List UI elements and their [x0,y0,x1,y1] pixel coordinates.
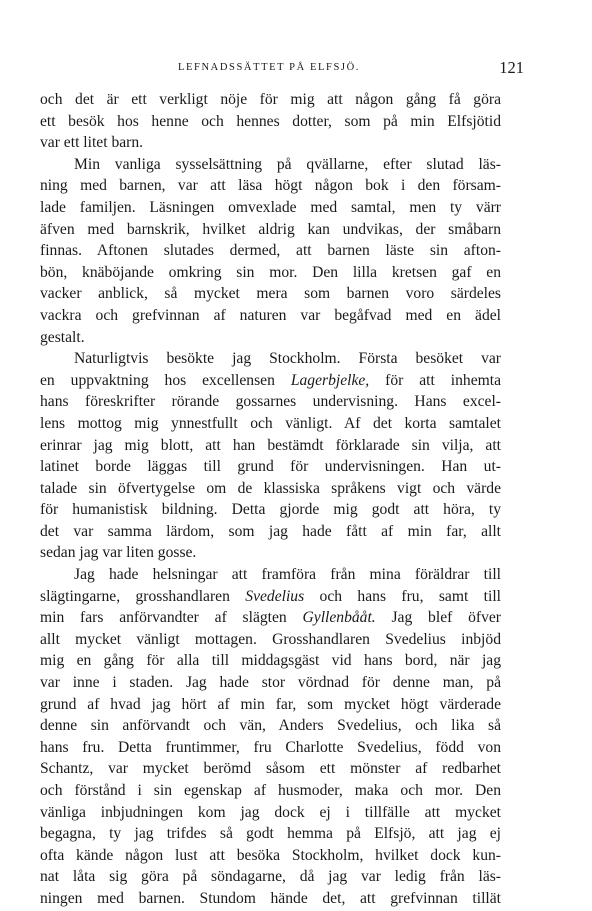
text-line: vänliga inbjudningen kom jag dock ej i tillfälle att mycket [40,803,501,821]
text-line [40,607,501,629]
text-line: lade familjen. Läsningen omvexlade med samtal, men ty värr [40,198,501,216]
text-segment: Jag blef öfver [375,609,501,627]
text-line: ningen med barnen. Stundom hände det, att grefvinnan tillät [40,889,501,907]
running-head [0,58,592,82]
text-line: begagna, ty jag trifdes så godt hemma på Elfsjö, att jag ej [40,825,501,843]
text-line: nat låta sig göra på söndagarne, då jag var ledig från läs- [40,868,501,886]
text-line: bön, knäböjande omkring sin mor. Den lilla kretsen gaf en [40,263,501,281]
text-line: latinet borde läggas till grund för undervisningen. Han ut- [40,458,501,476]
text-line: talade sin öfvertygelse om de klassiska språkens vigt och värde [40,479,501,497]
italic-name: Svedelius [245,587,305,605]
text-line: denne sin anförvandt och vän, Anders Svedelius, och lika så [40,717,501,735]
text-line: sedan jag var liten gosse. [40,544,197,562]
text-line: grund af hvad jag hört af min far, som mycket högt värderade [40,695,501,713]
text-line: gestalt. [40,328,85,346]
page-number: 121 [499,58,524,77]
text-line: hans fru. Detta fruntimmer, fru Charlotte Svedelius, född von [40,738,501,756]
text-line: Schantz, var mycket berömd såsom ett mönster af redbarhet [40,760,501,778]
text-segment: för att inhemta [369,371,501,389]
text-line: var inne i staden. Jag hade stor vördnad för denne man, på [40,674,501,692]
text-line: Min vanliga sysselsättning på qvällarne, efter slutad läs- [74,155,501,173]
text-line: för humanistisk bildning. Detta gjorde mig godt att höra, ty [40,501,501,519]
running-title: LEFNADSSÄTTET PÅ ELFSJÖ. [178,62,361,73]
body-text [40,89,501,910]
text-line [40,370,501,392]
text-line: det var samma lärdom, som jag hade fått af min far, allt [40,522,501,540]
text-line: ett besök hos henne och hennes dotter, som på min Elfsjötid [40,112,501,130]
text-line: hans föreskrifter rörande gossarnes undervisning. Hans excel- [40,393,501,411]
text-line: och det är ett verkligt nöje för mig att någon gång få göra [40,91,501,108]
text-line: var ett litet barn. [40,134,144,152]
text-line: ning med barnen, var att läsa högt någon bok i den försam- [40,177,501,195]
italic-name: Gyllenbååt. [302,609,376,627]
text-line: erinrar jag mig blott, att han bestämdt förklarade sin vilja, att [40,436,501,454]
text-line [40,586,501,608]
text-line: lens mottog mig ynnestfullt och vänligt. Af det korta samtalet [40,414,501,432]
text-line: vacker anblick, så mycket mera som barnen voro särdeles [40,285,501,303]
text-line: Jag hade helsningar att framföra från mina föräldrar till [74,566,501,584]
text-segment: och hans fru, samt till [304,587,501,605]
text-line: vackra och grefvinnan af naturen var begåfvad med en ädel [40,306,501,324]
text-line: Naturligtvis besökte jag Stockholm. Första besöket var [74,350,501,368]
text-segment: en uppvaktning hos excellensen [40,371,291,389]
text-line: mig en gång för alla till middagsgäst vid hans bord, när jag [40,652,501,670]
text-line: och förstånd i sin egenskap af husmoder, maka och mor. Den [40,782,501,799]
text-line: allt mycket vänligt mottagen. Grosshandlaren Svedelius inbjöd [40,630,501,648]
italic-name: Lagerbjelke, [290,371,370,389]
text-segment: min fars anförvandter af slägten [40,609,303,627]
text-segment: slägtingarne, grosshandlaren [40,587,246,605]
text-line: ofta kände någon lust att besöka Stockholm, hvilket dock kun- [40,846,501,864]
text-line: äfven med barnskrik, hvilket aldrig kan undvikas, der småbarn [40,220,501,238]
text-line: finnas. Aftonen slutades dermed, att barnen läste sin afton- [40,242,501,260]
